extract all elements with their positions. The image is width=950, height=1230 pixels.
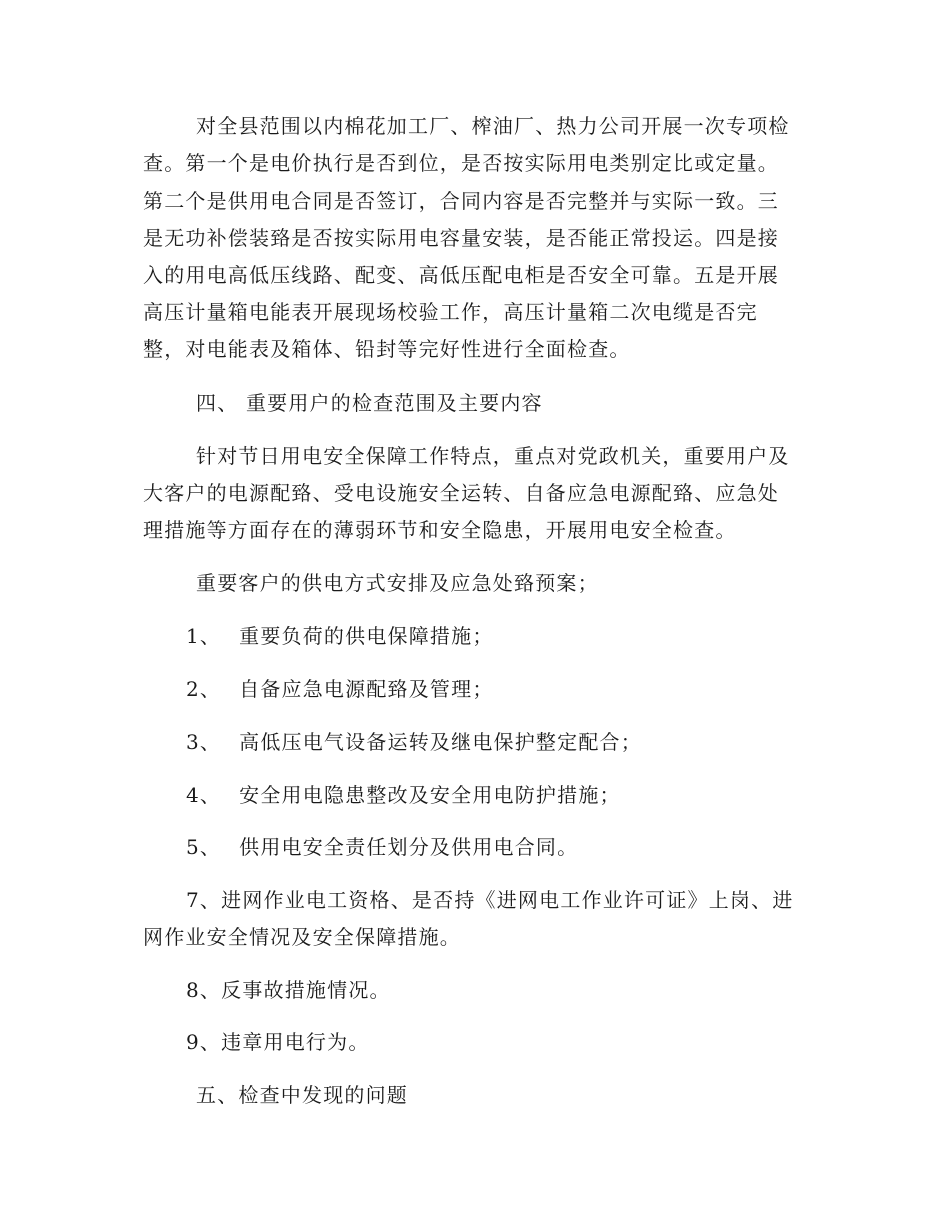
list-item [186,834,578,860]
paragraph1-line-6: 高压计量箱电能表开展现场校验工作，高压计量箱二次电缆是否完 [143,300,758,324]
paragraph2-line-2: 大客户的电源配臵、受电设施安全运转、自备应急电源配臵、应急处 [143,481,779,505]
list-item-number: 5、 [186,835,222,859]
list-item [186,676,494,702]
paragraph1-line-4: 是无功补偿装臵是否按实际用电容量安装，是否能正常投运。四是接 [143,226,779,250]
paragraph2-line-3: 理措施等方面存在的薄弱环节和安全隐患，开展用电安全检查。 [143,518,737,542]
list-item-number: 4、 [186,783,222,807]
item-9: 9、违章用电行为。 [186,1030,370,1054]
list-item [186,729,642,755]
list-item-number: 3、 [186,730,222,754]
item-7-line-2: 网作业安全情况及安全保障措施。 [143,925,461,949]
list-item-text: 自备应急电源配臵及管理； [239,677,494,701]
intro-line: 重要客户的供电方式安排及应急处臵预案； [196,571,599,595]
section-heading-4: 四、 重要用户的检查范围及主要内容 [196,391,543,415]
list-item-text: 安全用电隐患整改及安全用电防护措施； [239,783,621,807]
paragraph1-line-3: 第二个是供用电合同是否签订，合同内容是否完整并与实际一致。三 [143,189,779,213]
list-item-text: 高低压电气设备运转及继电保护整定配合； [239,730,642,754]
item-7-line-1: 7、进网作业电工资格、是否持《进网电工作业许可证》上岗、进 [186,888,794,912]
list-item [186,623,494,649]
list-item-text: 重要负荷的供电保障措施； [239,624,494,648]
section-heading-5: 五、检查中发现的问题 [196,1083,408,1107]
list-item [186,782,621,808]
list-item-number: 2、 [186,677,222,701]
list-item-text: 供用电安全责任划分及供用电合同。 [239,835,579,859]
paragraph1-line-2: 查。第一个是电价执行是否到位，是否按实际用电类别定比或定量。 [143,151,779,175]
list-item-number: 1、 [186,624,222,648]
paragraph2-line-1: 针对节日用电安全保障工作特点，重点对党政机关，重要用户及 [196,444,790,468]
paragraph1-line-1: 对全县范围以内棉花加工厂、榨油厂、热力公司开展一次专项检 [196,114,790,138]
item-8: 8、反事故措施情况。 [186,978,391,1002]
paragraph1-line-7: 整，对电能表及箱体、铅封等完好性进行全面检查。 [143,337,631,361]
paragraph1-line-5: 入的用电高低压线路、配变、高低压配电柜是否安全可靠。五是开展 [143,263,779,287]
